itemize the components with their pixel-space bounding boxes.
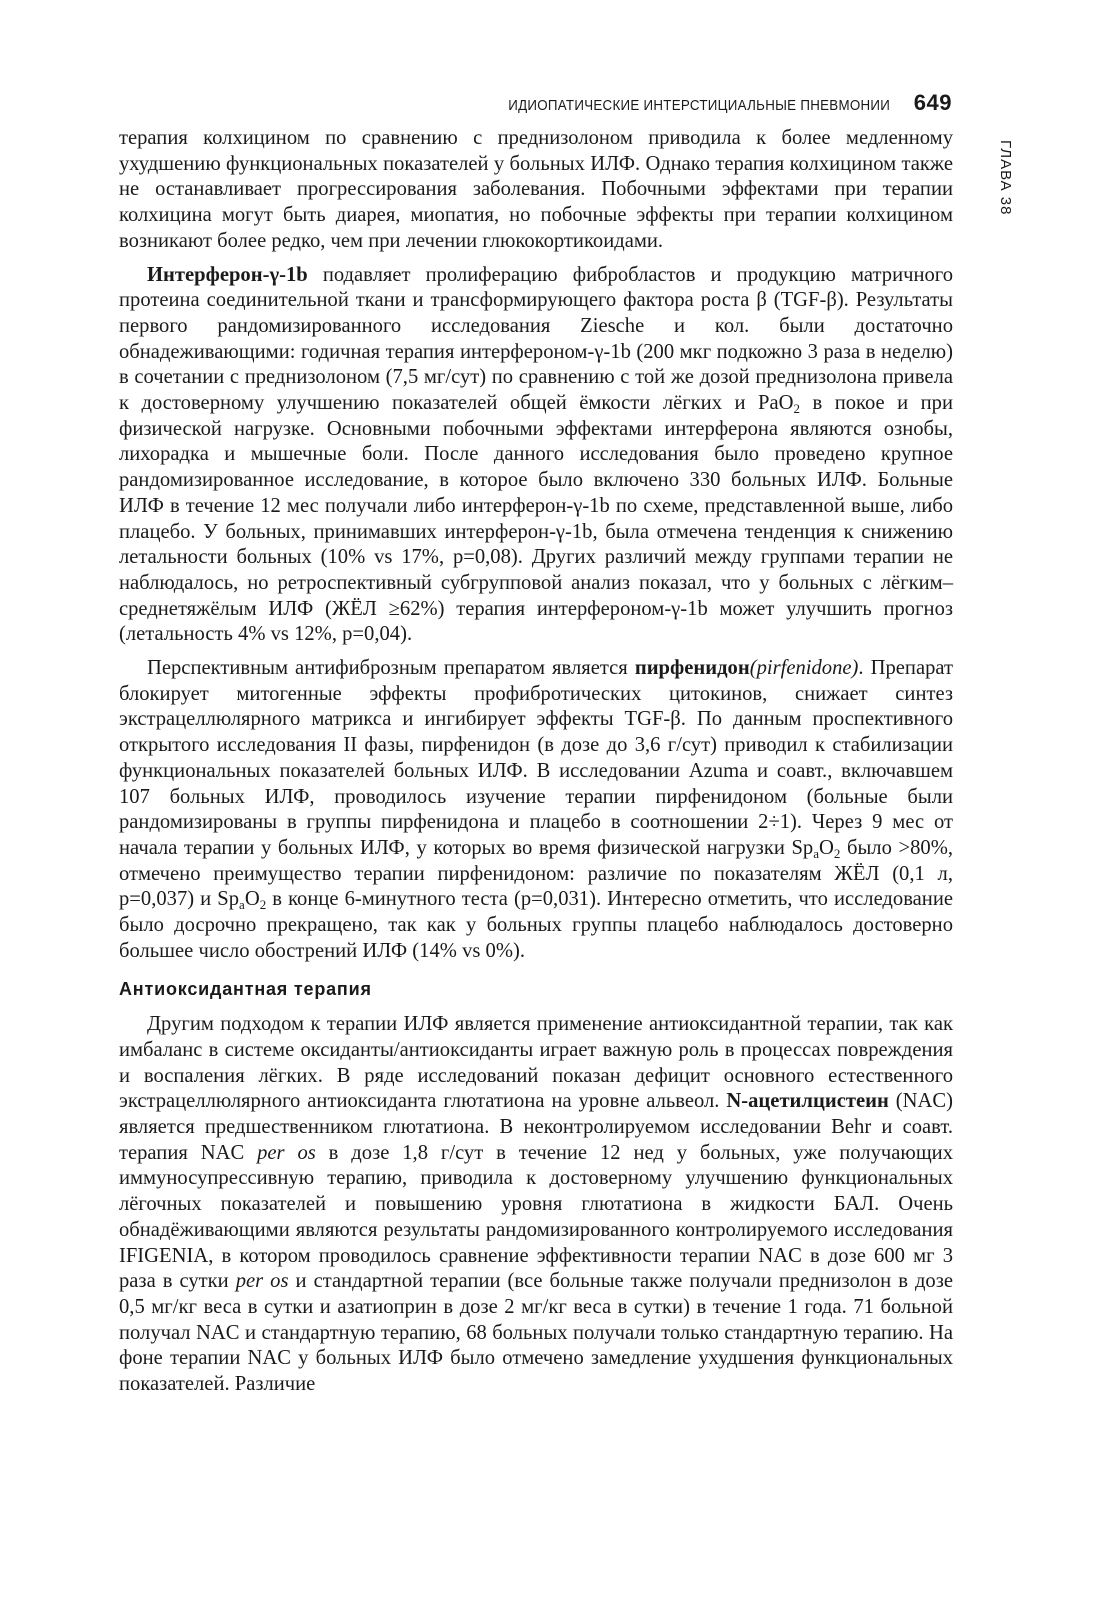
running-head	[0, 90, 952, 116]
subscript-2: 2	[793, 401, 800, 417]
paragraph-antioxidant-text-b: (NAC) является предшественником глютатиона. В неконтролируемом исследовании Behr и соавт. терапия NAC	[119, 1090, 953, 1164]
paragraph-interferon-text-a: подавляет пролиферацию фибробластов и продукцию матричного протеина соединительной ткани и трансформирующего фактора роста β (TGF-β). Результаты первого рандомизированного исследования Ziesche и кол. были достаточно обнадеживающими: годичная терапия интерфероном-γ-1b (200 мкг подкожно 3 раза в неделю) в сочетании с преднизолоном (7,5 мг/сут) по сравнению с той же дозой преднизолона привела к достоверному улучшению показателей общей ёмкости лёгких и PaO	[119, 263, 953, 415]
term-nac: N-ацетилцистеин	[726, 1090, 889, 1113]
page-number: 649	[913, 90, 952, 115]
term-pirfenidone: пирфенидон	[634, 657, 750, 680]
term-interferon: Интерферон-γ-1b	[147, 263, 308, 286]
paragraph-antioxidant-text-c: в дозе 1,8 г/сут в течение 12 нед у больных, уже получающих иммуносупрессивную терапию, приводила к достоверному улучшению функциональных лёгочных показателей и повышению уровня глютатиона в жидкости БАЛ. Очень обнадёживающими являются результаты рандомизированного контролируемого исследования IFIGENIA, в котором проводилось сравнение эффективности терапии NAC в дозе 600 мг 3 раза в сутки	[119, 1141, 953, 1293]
paragraph-antioxidant	[119, 1012, 953, 1398]
paragraph-pirfenidone	[119, 656, 953, 964]
term-pirfenidone-latin: (pirfenidone)	[749, 657, 859, 680]
italic-per-os: per os	[257, 1141, 316, 1164]
oxygen-symbol: O	[244, 888, 260, 911]
paragraph-antioxidant-text-d: и стандартной терапии (все больные также получали преднизолон в дозе 0,5 мг/кг веса в сутки и азатиоприн в дозе 2 мг/кг веса в сутки) в течение 1 года. 71 больной получал NAC и стандартную терапию, 68 больных получали только стандартную терапию. На фоне терапии NAC у больных ИЛФ было отмечено замедление ухудшения функциональных показателей. Различие	[119, 1270, 954, 1396]
paragraph-pirfenidone-text-a: Перспективным антифиброзным препаратом является	[147, 657, 635, 680]
chapter-tab: ГЛАВА 38	[997, 140, 1014, 216]
paragraph-colchicine	[119, 126, 953, 255]
paragraph-colchicine-text: терапия колхицином по сравнению с преднизолоном приводила к более медленному ухудшению функциональных показателей у больных ИЛФ. Однако терапия колхицином также не останавливает прогрессирования заболевания. Побочными эффектами при терапии колхицина могут быть диарея, миопатия, но побочные эффекты при терапии колхицином возникают более редко, чем при лечении глюкокортикоидами.	[119, 127, 953, 252]
paragraph-antioxidant-text-a: Другим подходом к терапии ИЛФ является применение антиоксидантной терапии, так как имбаланс в системе оксиданты/антиоксиданты играет важную роль в процессах повреждения и воспаления лёгких. В ряде исследований показан дефицит основного естественного экстрацеллюлярного антиоксиданта глютатиона на уровне альвеол.	[119, 1013, 953, 1113]
oxygen-symbol: O	[819, 836, 834, 859]
paragraph-interferon	[119, 263, 953, 649]
paragraph-pirfenidone-text-c: было >80%, отмечено преимущество терапии пирфенидоном: различие по показателям ЖЁЛ (0,1 л, p=0,037) и Sp	[119, 836, 953, 911]
section-heading: Антиоксидантная терапия	[119, 978, 372, 999]
subscript-2: 2	[259, 897, 267, 913]
paragraph-pirfenidone-text-d: в конце 6-минутного теста (p=0,031). Интересно отметить, что исследование было досрочно прекращено, так как у больных группы плацебо наблюдалось достоверно большее число обострений ИЛФ (14% vs 0%).	[119, 888, 953, 962]
subscript-a: a	[813, 845, 819, 861]
subscript-a: a	[239, 897, 245, 913]
paragraph-interferon-text-b: в покое и при физической нагрузке. Основными побочными эффектами интерферона являются ознобы, лихорадка и мышечные боли. После данного исследования было проведено крупное рандомизированное исследование, в которое было включено 330 больных ИЛФ. Больные ИЛФ в течение 12 мес получали либо интерферон-γ-1b по схеме, представленной выше, либо плацебо. У больных, принимавших интерферон-γ-1b, была отмечена тенденция к снижению летальности больных (10% vs 17%, p=0,08). Других различий между группами терапии не наблюдалось, но ретроспективный субгрупповой анализ показал, что у больных с лёгким–среднетяжёлым ИЛФ (ЖЁЛ ≥62%) терапия интерфероном-γ-1b может улучшить прогноз (летальность 4% vs 12%, p=0,04).	[119, 392, 953, 646]
running-title: ИДИОПАТИЧЕСКИЕ ИНТЕРСТИЦИАЛЬНЫЕ ПНЕВМОНИИ	[507, 98, 890, 114]
subscript-2: 2	[833, 845, 841, 861]
main-text	[119, 126, 953, 1398]
italic-per-os: per os	[235, 1270, 289, 1293]
paragraph-pirfenidone-text-b: . Препарат блокирует митогенные эффекты профибротических цитокинов, снижает синтез экстрацеллюлярного матрикса и ингибирует эффекты TGF-β. По данным проспективного открытого исследования II фазы, пирфенидон (в дозе до 3,6 г/сут) приводил к стабилизации функциональных показателей больных ИЛФ. В исследовании Azuma и соавт., включавшем 107 больных ИЛФ, проводилось изучение терапии пирфенидоном (больные были рандомизированы в группы пирфенидона и плацебо в соотношении 2÷1). Через 9 мес от начала терапии у больных ИЛФ, у которых во время физической нагрузки Sp	[119, 657, 953, 859]
